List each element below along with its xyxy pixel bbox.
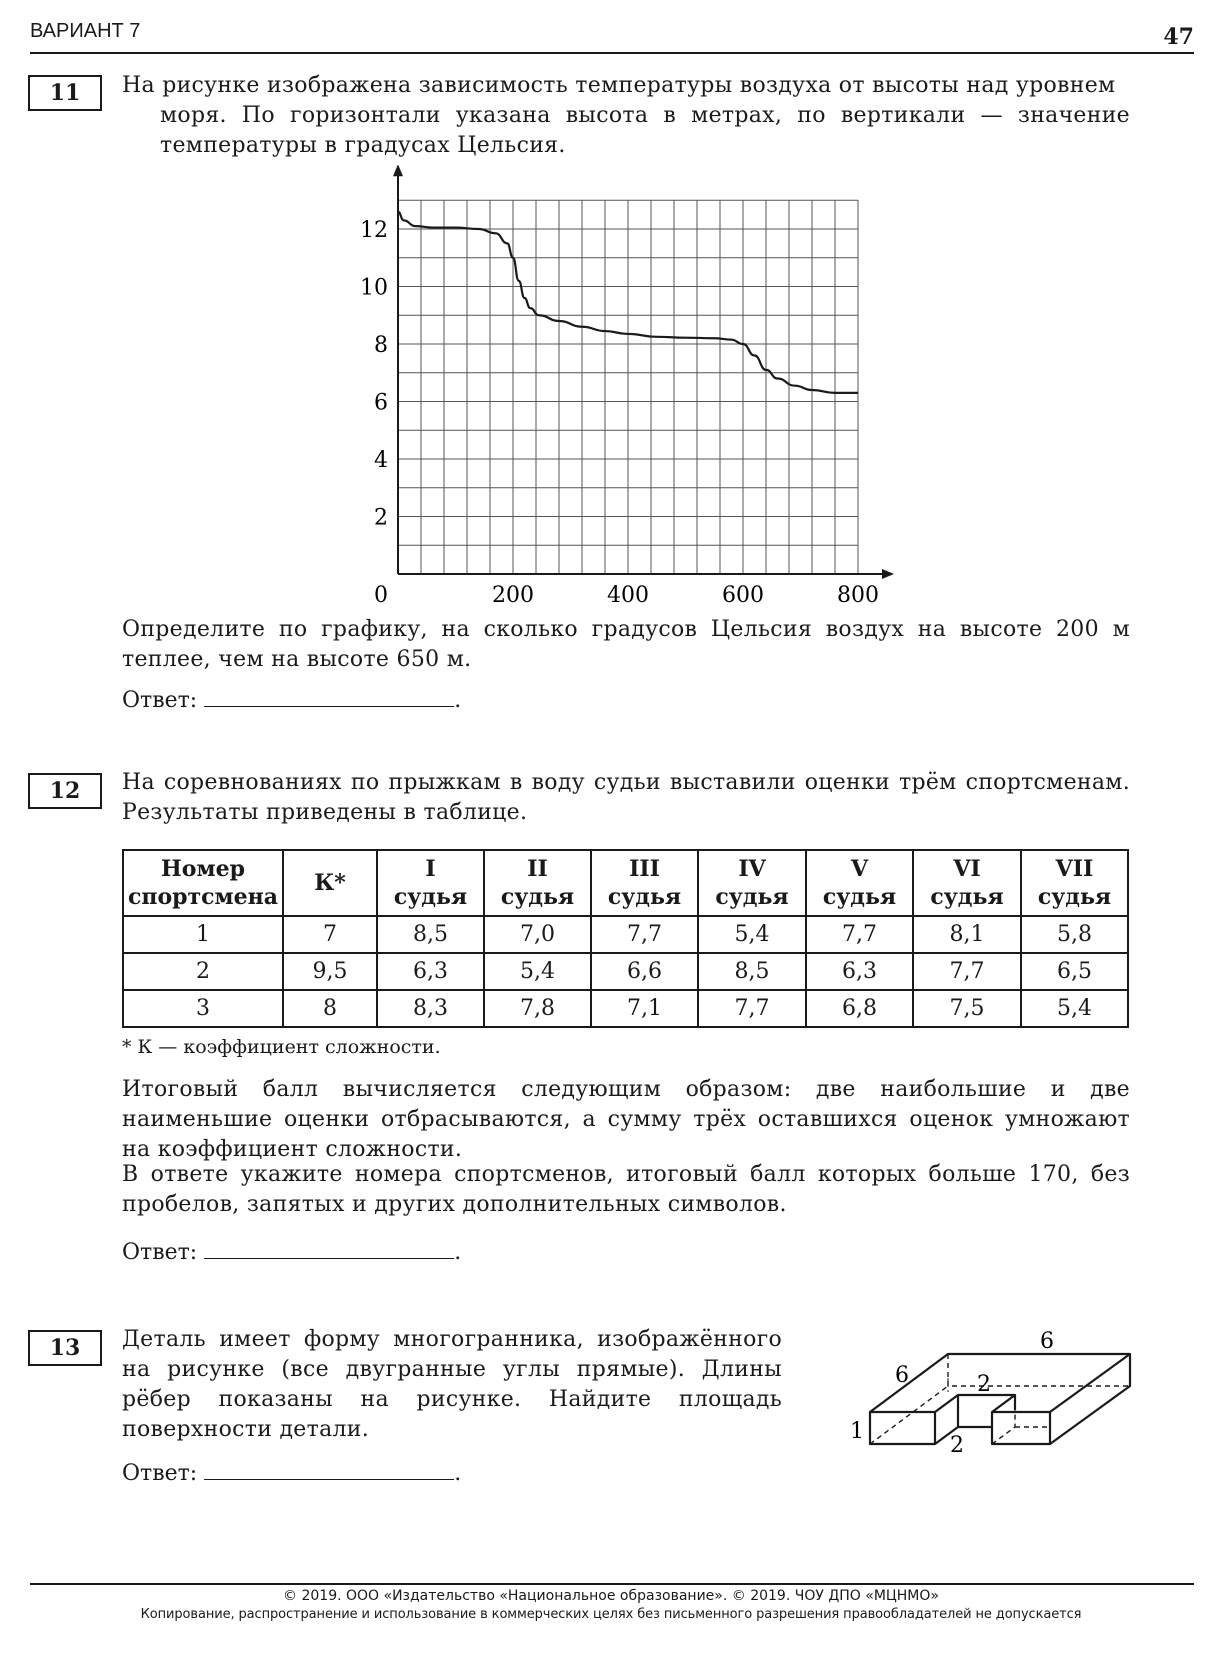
table-cell: 6,5 [1021, 953, 1128, 990]
question-12-para2: В ответе укажите номера спортсменов, итоговый балл которых больше 170, без пробелов, запятых и других дополнительных символов. [122, 1162, 1130, 1217]
top-face-outline [870, 1354, 1130, 1412]
table-cell: 7,8 [484, 990, 591, 1027]
header-line-1: III [629, 856, 660, 882]
table-cell: 7 [283, 916, 377, 953]
x-axis-arrow [882, 569, 894, 579]
chart-grid [398, 200, 858, 574]
table-cell: 7,5 [913, 990, 1021, 1027]
table-cell: 7,7 [806, 916, 913, 953]
table-cell: 8,5 [698, 953, 806, 990]
question-12-para1: Итоговый балл вычисляется следующим образом: две наибольшие и две наименьшие оценки отбрасываются, а сумму трёх оставшихся оценок умножают на коэффициент сложности. [122, 1077, 1130, 1162]
table-header-cell [484, 850, 591, 916]
header-line-2: судья [1037, 884, 1112, 910]
question-11-text-rest: моря. По горизонтали указана высота в метрах, по вертикали — значение температуры в градусах Цельсия. [160, 103, 1130, 158]
question-13-number: 13 [28, 1330, 102, 1366]
header-divider [30, 52, 1194, 54]
table-header-row [123, 850, 1128, 916]
inner-front-edges [958, 1412, 1050, 1444]
answer-label: Ответ: [122, 1461, 198, 1486]
table-header-cell [123, 850, 283, 916]
temperature-altitude-chart [350, 165, 910, 610]
header-line-2: судья [822, 884, 897, 910]
answer-input-line[interactable] [204, 1236, 454, 1259]
table-header-cell [806, 850, 913, 916]
hidden-left-diagonal [870, 1386, 948, 1444]
header-line-2: судья [393, 884, 468, 910]
answer-dot: . [454, 688, 462, 713]
question-11-number: 11 [28, 75, 102, 111]
question-12-number: 12 [28, 773, 102, 809]
question-12-text: На соревнованиях по прыжкам в воду судьи выставили оценки трём спортсменам. Результаты приведены в таблице. [122, 770, 1130, 825]
table-cell: 6,3 [377, 953, 484, 990]
table-header-cell [698, 850, 806, 916]
y-tick-label: 10 [360, 275, 388, 301]
y-tick-label: 12 [360, 218, 388, 243]
table-row [123, 916, 1128, 953]
y-tick-label: 6 [374, 390, 388, 416]
table-cell: 8 [283, 990, 377, 1027]
question-13-text: Деталь имеет форму многогранника, изображённого на рисунке (все двугранные углы прямые). Длины рёбер показаны на рисунке. Найдите площадь поверхности детали. [122, 1327, 782, 1442]
scores-table [122, 849, 1129, 1028]
answer-label: Ответ: [122, 1240, 198, 1265]
table-cell: 5,4 [1021, 990, 1128, 1027]
front-left-block [870, 1412, 935, 1444]
table-cell: 7,7 [591, 916, 698, 953]
y-axis-arrow [393, 165, 403, 176]
table-cell: 7,7 [698, 990, 806, 1027]
label-height: 1 [850, 1419, 864, 1444]
answer-input-line[interactable] [204, 684, 454, 707]
question-11-text [122, 71, 1130, 161]
table-cell: 2 [123, 953, 283, 990]
header-line-1: VII [1055, 856, 1094, 882]
question-11-text-line1: На рисунке изображена зависимость температуры воздуха от высоты над уровнем [122, 73, 1116, 98]
header-line-2: спортсмена [127, 884, 279, 910]
table-cell: 5,8 [1021, 916, 1128, 953]
header-line-1: VI [953, 856, 981, 882]
x-tick-label: 400 [607, 583, 649, 608]
header-line-2: судья [607, 884, 682, 910]
polyhedron-figure [840, 1320, 1140, 1460]
answer-dot: . [454, 1461, 462, 1486]
table-cell: 3 [123, 990, 283, 1027]
answer-dot: . [454, 1240, 462, 1265]
header-line-2: судья [715, 884, 789, 910]
table-header-cell [377, 850, 484, 916]
label-left-depth: 6 [895, 1363, 909, 1388]
question-12-answer [122, 1236, 461, 1265]
table-cell: 1 [123, 916, 283, 953]
header-line-2: судья [930, 884, 1004, 910]
table-footnote: * К — коэффициент сложности. [122, 1036, 441, 1058]
header-line-1: V [850, 856, 869, 882]
y-tick-label: 8 [374, 333, 388, 358]
table-header-cell [913, 850, 1021, 916]
footer-divider [30, 1583, 1194, 1585]
footer-rights: Копирование, распространение и использование в коммерческих целях без письменного разрешения правообладателей не допускается [140, 1607, 1082, 1622]
header-line-2: судья [500, 884, 575, 910]
table-header-cell [283, 850, 377, 916]
hidden-inner-edges [992, 1410, 1015, 1444]
chart-tick-labels [360, 218, 879, 608]
x-tick-label: 800 [837, 583, 879, 608]
table-cell: 6,3 [806, 953, 913, 990]
table-cell: 8,1 [913, 916, 1021, 953]
table-cell: 6,6 [591, 953, 698, 990]
header-line-1: I [425, 856, 436, 882]
answer-label: Ответ: [122, 688, 198, 713]
header-line-1: IV [738, 856, 766, 882]
answer-input-line[interactable] [204, 1457, 454, 1480]
header-line-1: II [527, 856, 548, 882]
question-11-answer [122, 684, 461, 713]
x-tick-label: 600 [722, 583, 764, 608]
label-top-length: 6 [1040, 1329, 1054, 1354]
table-cell: 7,7 [913, 953, 1021, 990]
table-header-cell [591, 850, 698, 916]
table-cell: 8,5 [377, 916, 484, 953]
table-cell: 7,1 [591, 990, 698, 1027]
table-row [123, 953, 1128, 990]
hidden-back-edges [948, 1354, 1130, 1386]
table-cell: 5,4 [698, 916, 806, 953]
table-cell: 7,0 [484, 916, 591, 953]
table-cell: 6,8 [806, 990, 913, 1027]
y-tick-label: 4 [374, 448, 388, 473]
table-cell: 9,5 [283, 953, 377, 990]
table-header-cell [1021, 850, 1128, 916]
question-13-answer [122, 1457, 461, 1486]
x-tick-label: 200 [492, 583, 534, 608]
page-number: 47 [1163, 24, 1194, 50]
header-line-1: К* [314, 870, 346, 896]
variant-label: ВАРИАНТ 7 [30, 20, 141, 42]
footer-copyright: © 2019. ООО «Издательство «Национальное образование». © 2019. ЧОУ ДПО «МЦНМО» [283, 1588, 939, 1604]
label-inner-width: 2 [977, 1372, 991, 1397]
y-tick-label: 2 [374, 505, 388, 531]
question-11-prompt: Определите по графику, на сколько градусов Цельсия воздух на высоте 200 м теплее, чем на высоте 650 м. [122, 617, 1130, 672]
header-line-1: Номер [161, 856, 245, 882]
table-cell: 8,3 [377, 990, 484, 1027]
label-front-width: 2 [950, 1433, 964, 1458]
table-cell: 5,4 [484, 953, 591, 990]
right-side-face [1050, 1354, 1130, 1444]
table-row [123, 990, 1128, 1027]
tick-label-origin: 0 [374, 583, 388, 608]
